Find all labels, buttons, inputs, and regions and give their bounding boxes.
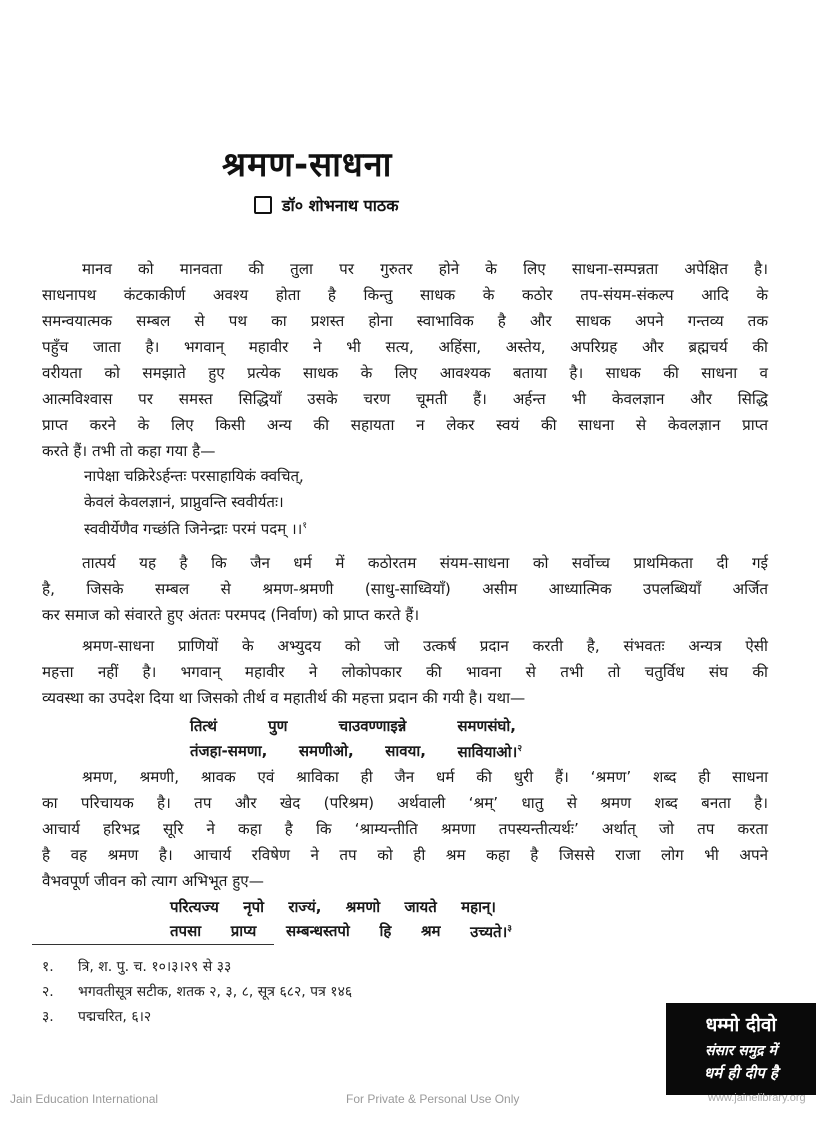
paragraph-line: वैभवपूर्ण जीवन को त्याग अभिभूत हुए— [42, 872, 264, 890]
footnote-text: त्रि, श. पु. च. १०।३।२९ से ३३ [78, 959, 232, 975]
footnote-text: पद्मचरित, ६।२ [78, 1009, 152, 1025]
checkbox-square-icon [254, 196, 272, 214]
verse-word: महान्। [461, 898, 496, 916]
paragraph-line: तात्पर्य यह है कि जैन धर्म में कठोरतम संयम-साधना को सर्वोच्च प्राथमिकता दी गई [82, 554, 768, 572]
verse-word: हि [379, 922, 392, 940]
verse-line [84, 518, 307, 539]
footnote [42, 1007, 151, 1026]
footnote-number: ३. [42, 1009, 54, 1025]
verse-word: परित्यज्य [170, 898, 219, 916]
verse-word: श्रम [420, 922, 441, 940]
footnote-text: भगवतीसूत्र सटीक, शतक २, ३, ८, सूत्र ६८२, पत्र १४६ [78, 984, 353, 1000]
verse-word: सावियाओ।$^२$ [457, 743, 522, 761]
footnote-ref: १ [302, 521, 308, 531]
paragraph-line: आचार्य हरिभद्र सूरि ने कहा है कि ‘श्राम्यन्तीति श्रमणा तपस्यन्तीत्यर्थः’ अर्थात् जो तप करता [42, 820, 768, 838]
footer-usage-note: For Private & Personal Use Only [346, 1092, 520, 1106]
footnote-ref: २ [517, 744, 522, 754]
motto-badge [666, 1003, 816, 1095]
verse-word: पुण [268, 717, 288, 735]
badge-line: धर्म ही दीप है [703, 1064, 779, 1082]
author-name: डॉ० शोभनाथ पाठक [282, 196, 399, 215]
article-title: श्रमण-साधना [222, 145, 393, 185]
verse-word: प्राप्य [230, 922, 257, 940]
verse-line [170, 897, 496, 917]
paragraph-line: है, जिसके सम्बल से श्रमण-श्रमणी (साधु-साध्वियाँ) असीम आध्यात्मिक उपलब्धियाँ अर्जित [42, 580, 768, 598]
verse-line: नापेक्षा चक्रिरेऽर्हन्तः परसाहायिकं क्वचित्, [84, 467, 304, 485]
paragraph-line: श्रमण, श्रमणी, श्रावक एवं श्राविका ही जैन धर्म की धुरी हैं। ‘श्रमण’ शब्द ही साधना [82, 768, 768, 786]
verse-word: सावया, [385, 742, 426, 760]
footnote [42, 982, 352, 1001]
verse-word: समणीओ, [298, 742, 354, 760]
footnote-number: १. [42, 959, 54, 975]
verse-line [190, 741, 522, 762]
verse-word: श्रमणो [345, 898, 381, 916]
verse-word: नृपो [243, 898, 264, 916]
verse-word: राज्यं, [288, 898, 322, 916]
paragraph-line: आत्मविश्वास पर समस्त सिद्धियाँ उसके चरण चूमती हैं। अर्हन्त भी केवलज्ञान और सिद्धि [42, 390, 768, 408]
paragraph-line: साधनापथ कंटकाकीर्ण अवश्य होता है किन्तु साधक के कठोर तप-संयम-संकल्प आदि के [42, 286, 768, 304]
footnote-number: २. [42, 984, 54, 1000]
footer-publisher: Jain Education International [10, 1092, 159, 1106]
paragraph-line: पहुँच जाता है। भगवान् महावीर ने भी सत्य, अहिंसा, अस्तेय, अपरिग्रह और ब्रह्मचर्य की [42, 338, 768, 356]
paragraph-line: समन्वयात्मक सम्बल से पथ का प्रशस्त होना स्वाभाविक है और साधक अपने गन्तव्य तक [42, 312, 768, 330]
verse-text: स्ववीर्येणैव गच्छंति जिनेन्द्राः परमं पदम् ।। [84, 520, 303, 538]
verse-word: जायते [404, 898, 437, 916]
author-byline [254, 194, 399, 216]
verse-word: उच्यते।$^३$ [470, 923, 512, 941]
verse-word: तंजहा-समणा, [190, 742, 268, 760]
paragraph-line: प्राप्त करने के लिए किसी अन्य की सहायता न लेकर स्वयं की साधना से केवलज्ञान प्राप्त [42, 416, 768, 434]
verse-line: केवलं केवलज्ञानं, प्राप्नुवन्ति स्ववीर्यतः। [84, 493, 284, 511]
paragraph-line: व्यवस्था का उपदेश दिया था जिसको तीर्थ व महातीर्थ की महत्ता प्रदान की गयी है। यथा— [42, 689, 526, 707]
footnote-ref: ३ [507, 924, 512, 934]
footnote [42, 957, 231, 976]
footnote-divider [32, 944, 274, 945]
verse-word: तपसा [170, 922, 202, 940]
verse-word: समणसंघो, [457, 717, 516, 735]
paragraph-line: मानव को मानवता की तुला पर गुरुतर होने के लिए साधना-सम्पन्नता अपेक्षित है। [82, 260, 768, 278]
paragraph-line: वरीयता को समझाते हुए प्रत्येक साधक के लिए आवश्यक बताया है। साधक की साधना व [42, 364, 768, 382]
paragraph-line: श्रमण-साधना प्राणियों के अभ्युदय को जो उत्कर्ष प्रदान करती है, संभवतः अन्यत्र ऐसी [82, 637, 768, 655]
badge-line: संसार समुद्र में [705, 1043, 777, 1059]
verse-line [190, 716, 516, 736]
verse-word: सम्बन्धस्तपो [286, 922, 350, 940]
badge-line: धम्मो दीवो [705, 1014, 777, 1036]
verse-word: तित्थं [190, 717, 217, 735]
paragraph-line: का परिचायक है। तप और खेद (परिश्रम) अर्थवाली ‘श्रम्’ धातु से श्रमण शब्द बनता है। [42, 794, 768, 812]
footer-website-link[interactable]: www.jainelibrary.org [708, 1092, 806, 1104]
paragraph-line: महत्ता नहीं है। भगवान् महावीर ने लोकोपकार की भावना से तभी तो चतुर्विध संघ की [42, 663, 768, 681]
verse-line [170, 921, 512, 942]
paragraph-line: करते हैं। तभी तो कहा गया है— [42, 442, 216, 460]
paragraph-line: है वह श्रमण है। आचार्य रविषेण ने तप को ही श्रम कहा है जिससे राजा लोग भी अपने [42, 846, 768, 864]
verse-word: चाउवण्णाइन्ने [338, 717, 407, 735]
paragraph-line: कर समाज को संवारते हुए अंततः परमपद (निर्वाण) को प्राप्त करते हैं। [42, 606, 420, 624]
